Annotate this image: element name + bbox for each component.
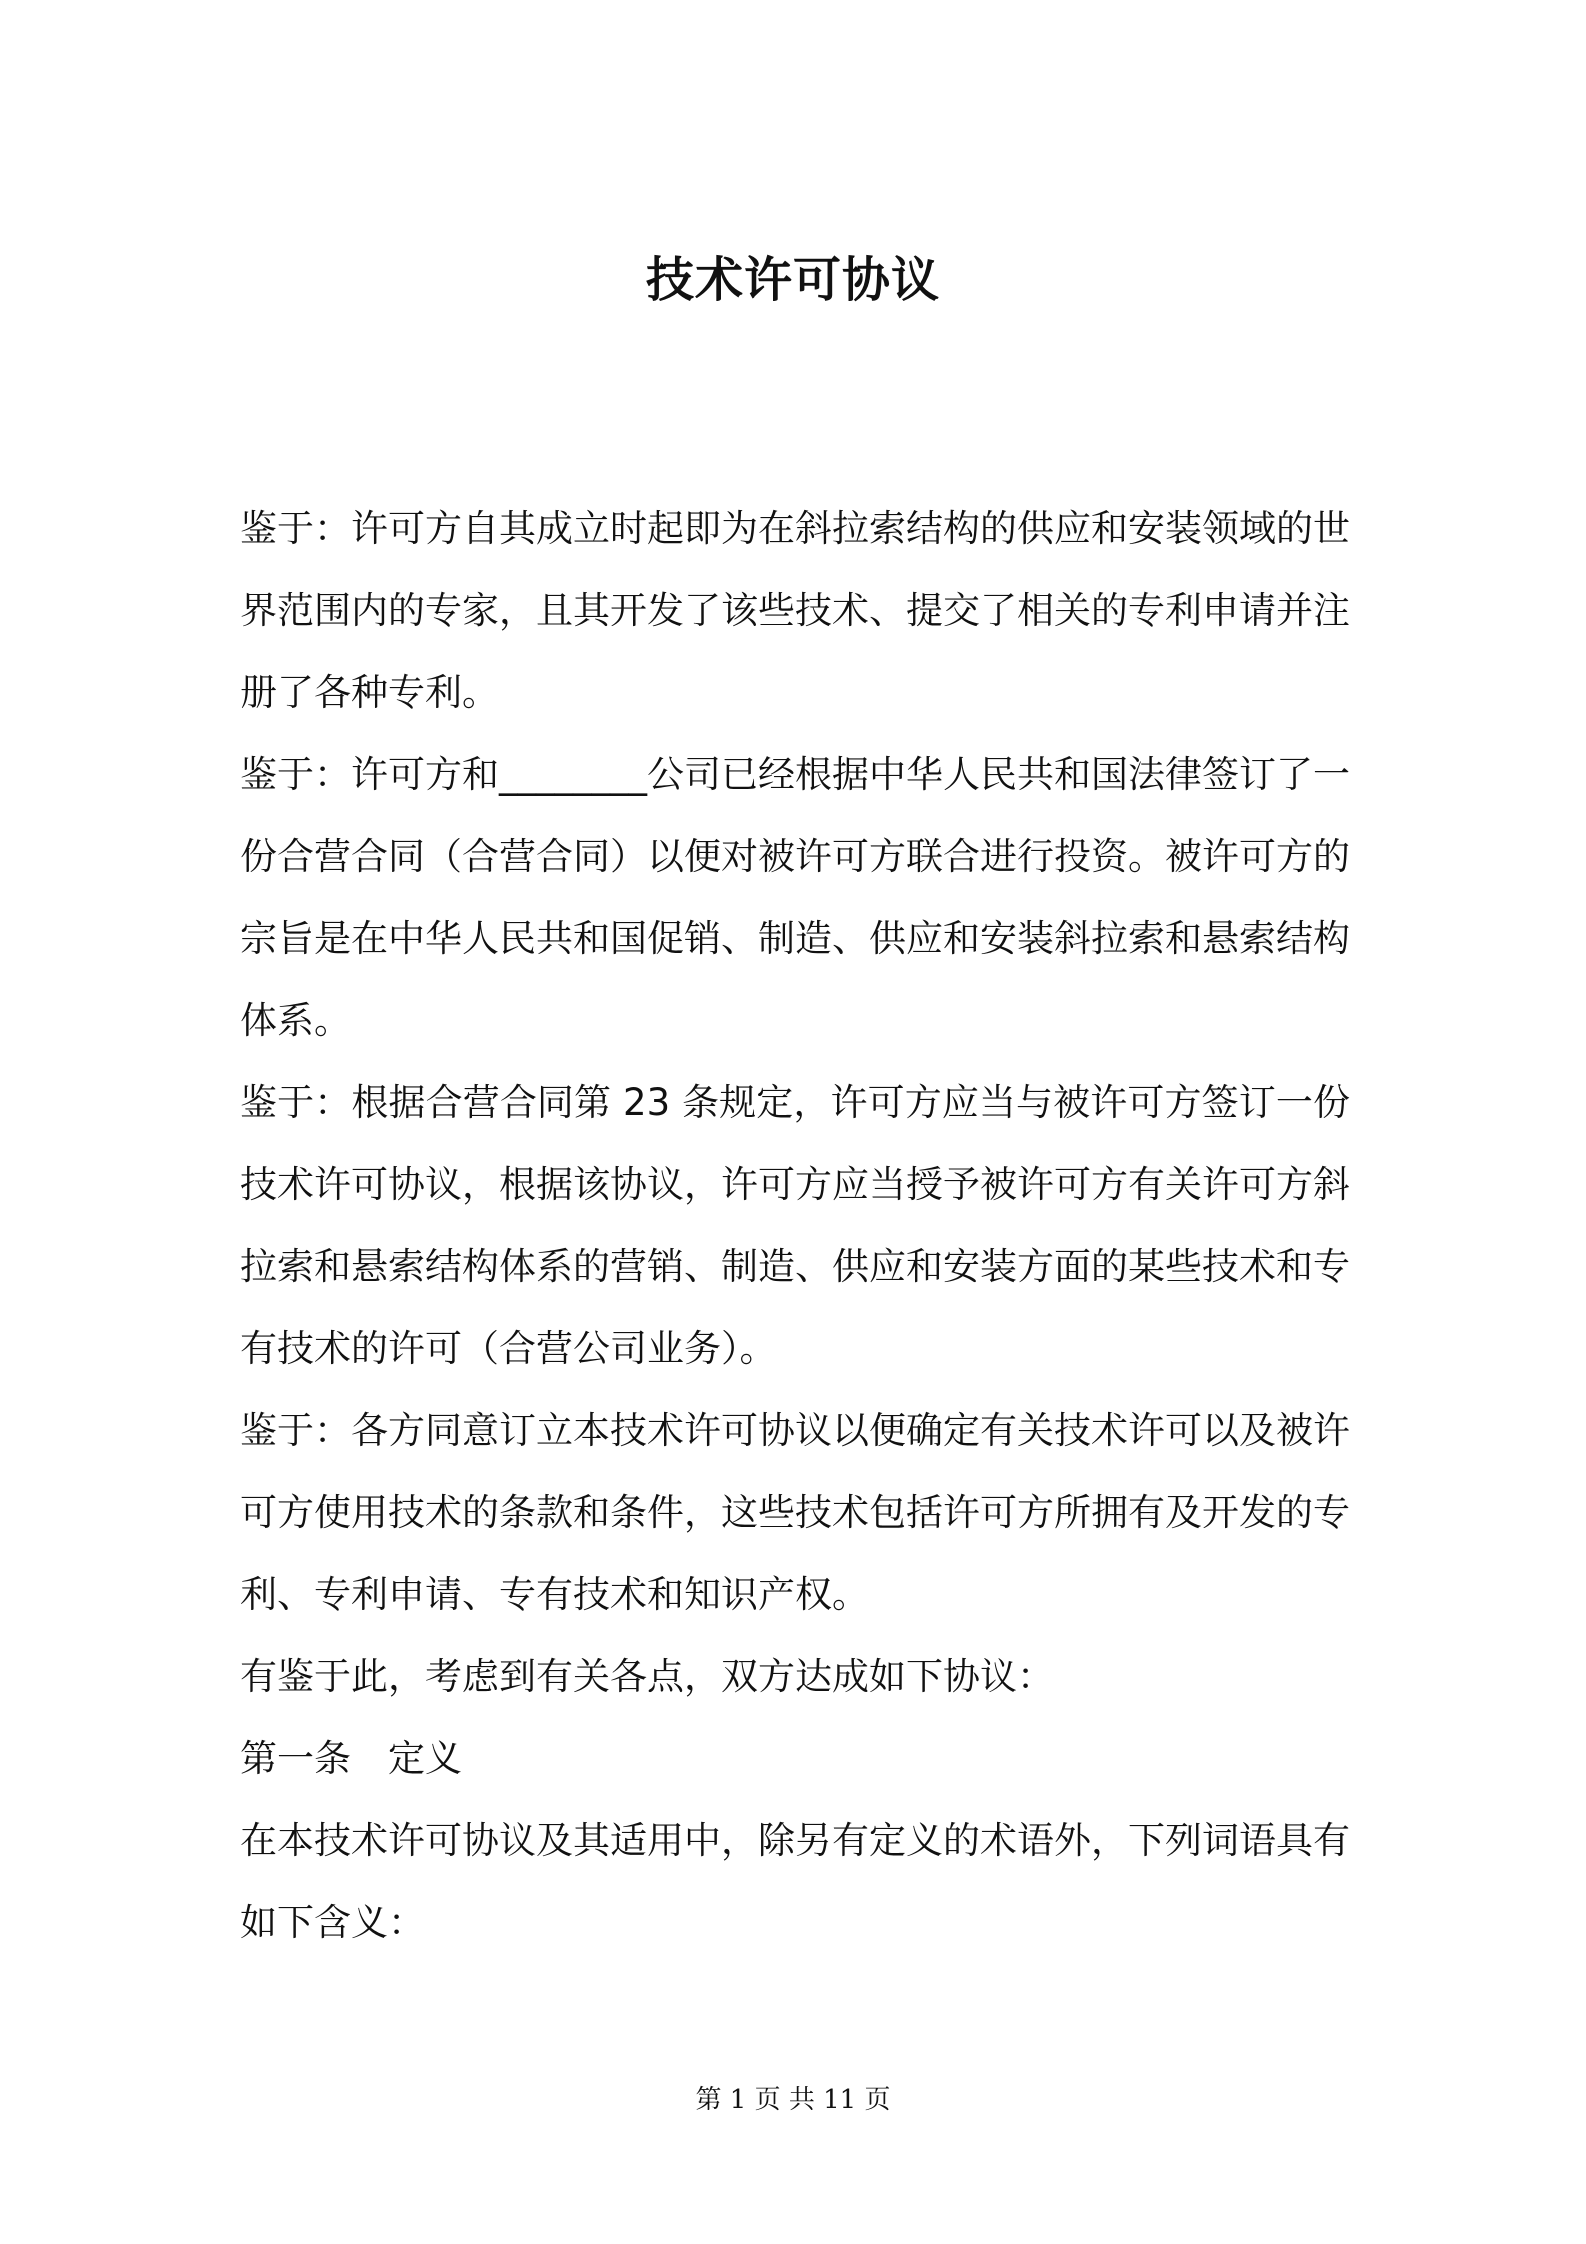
document-body: [240, 488, 1350, 1964]
document-title: 技术许可协议: [645, 252, 940, 308]
paragraph-whereas-4: 鉴于：各方同意订立本技术许可协议以便确定有关技术许可以及被许可方使用技术的条款和条件，这些技术包括许可方所拥有及开发的专利、专利申请、专有技术和知识产权。: [240, 1409, 1350, 1616]
paragraph-whereas-1: 鉴于：许可方自其成立时起即为在斜拉索结构的供应和安装领域的世界范围内的专家，且其开发了该些技术、提交了相关的专利申请并注册了各种专利。: [240, 507, 1350, 714]
paragraph-whereas-3: 鉴于：根据合营合同第 23 条规定，许可方应当与被许可方签订一份技术许可协议，根据该协议，许可方应当授予被许可方有关许可方斜拉索和悬索结构体系的营销、制造、供应和安装方面的某些技术和专有技术的许可（合营公司业务）。: [240, 1081, 1350, 1370]
article-heading: 第一条 定义: [240, 1737, 462, 1780]
paragraph-whereas-2: 鉴于：许可方和________公司已经根据中华人民共和国法律签订了一份合营合同（合营合同）以便对被许可方联合进行投资。被许可方的宗旨是在中华人民共和国促销、制造、供应和安装斜拉索和悬索结构体系。: [240, 753, 1350, 1042]
page-footer: 第 1 页 共 11 页: [695, 2085, 891, 2115]
paragraph-agreement-intro: 有鉴于此，考虑到有关各点，双方达成如下协议：: [240, 1655, 1054, 1698]
paragraph-definitions-intro: 在本技术许可协议及其适用中，除另有定义的术语外，下列词语具有如下含义：: [240, 1819, 1350, 1944]
